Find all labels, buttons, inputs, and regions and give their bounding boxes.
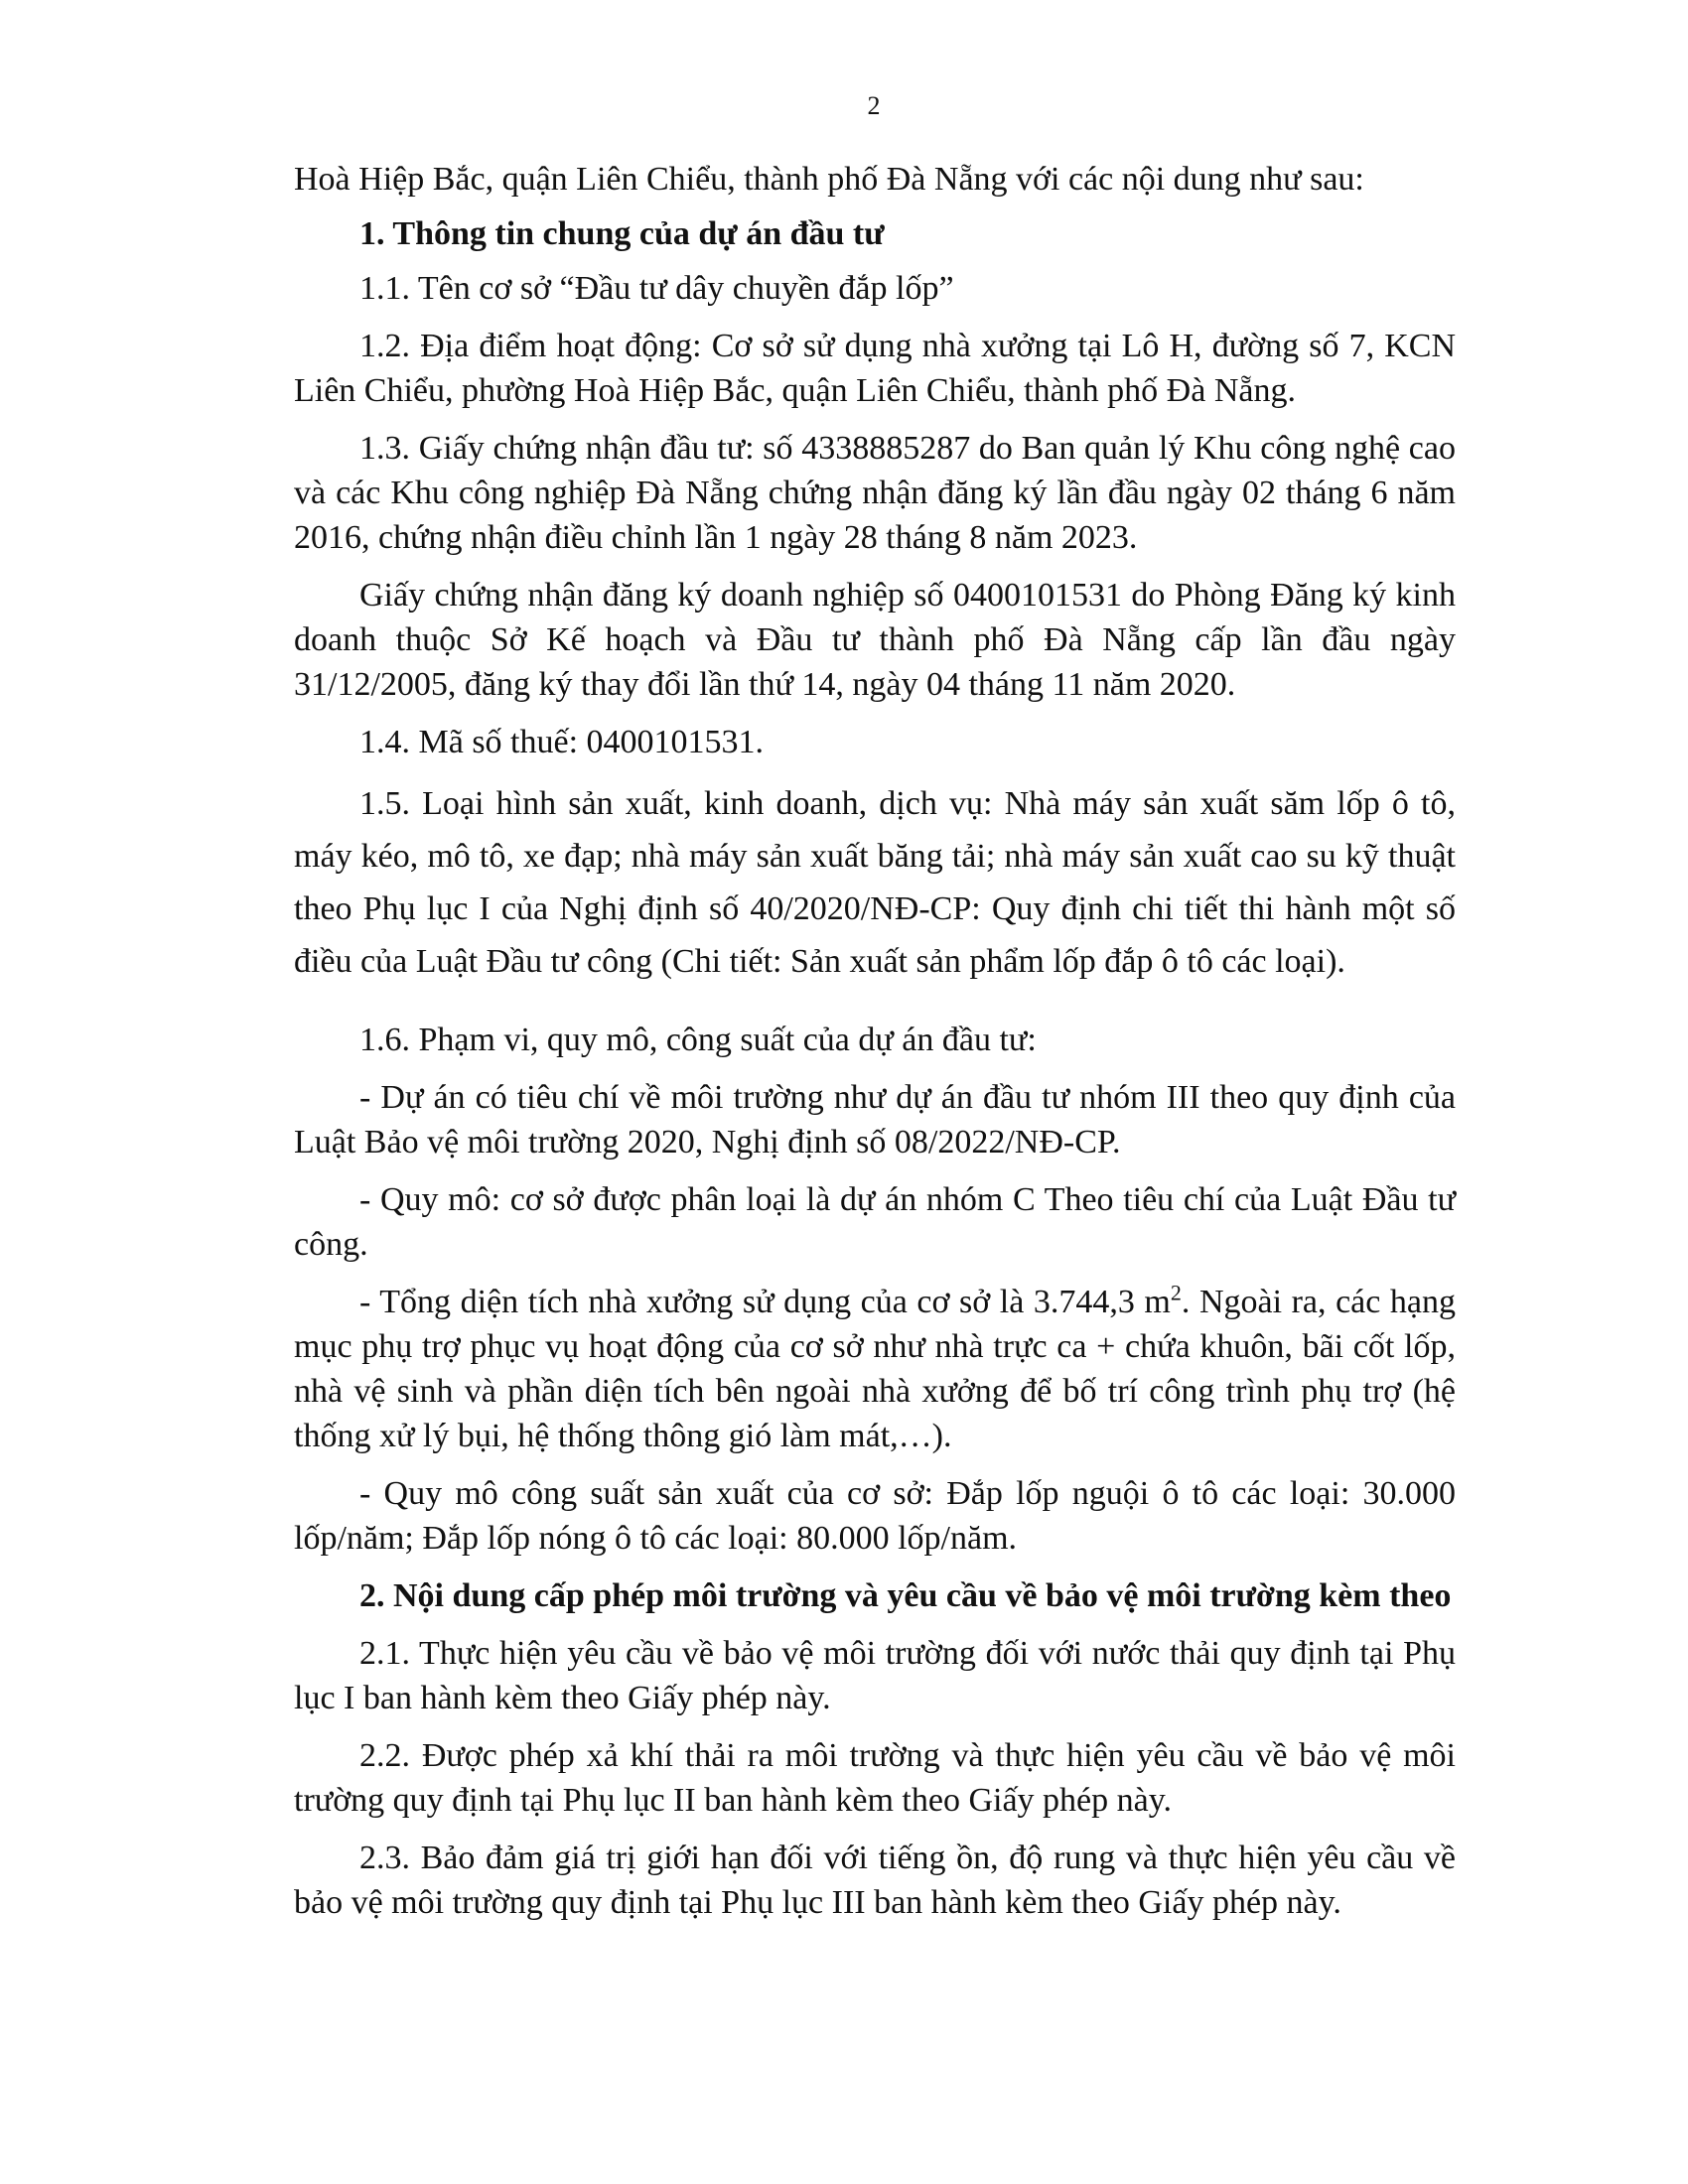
total-area-text-end: . Ngoài ra, các hạng mục phụ trợ phục vụ hoạt động của cơ sở như nhà trực ca + chứa khuôn, bãi cốt lốp, nhà vệ sinh và phần diện tích bên ngoài nhà xưởng để bố trí công trình phụ trợ (hệ thống xử lý bụi, hệ thống thông gió làm mát,…). <box>294 1284 1456 1454</box>
paragraph-1-5: 1.5. Loại hình sản xuất, kinh doanh, dịch vụ: Nhà máy sản xuất săm lốp ô tô, máy kéo, mô tô, xe đạp; nhà máy sản xuất băng tải; nhà máy sản xuất cao su kỹ thuật theo Phụ lục I của Nghị định số 40/2020/NĐ-CP: Quy định chi tiết thi hành một số điều của Luật Đầu tư công (Chi tiết: Sản xuất sản phẩm lốp đắp ô tô các loại). <box>294 785 1456 980</box>
paragraph-2-3: 2.3. Bảo đảm giá trị giới hạn đối với tiếng ồn, độ rung và thực hiện yêu cầu về bảo vệ môi trường quy định tại Phụ lục III ban hành kèm theo Giấy phép này. <box>294 1840 1456 1921</box>
paragraph-1-2: 1.2. Địa điểm hoạt động: Cơ sở sử dụng nhà xưởng tại Lô H, đường số 7, KCN Liên Chiểu, phường Hoà Hiệp Bắc, quận Liên Chiểu, thành phố Đà Nẵng. <box>294 328 1456 409</box>
document-body <box>294 157 1456 1938</box>
area-unit-superscript: 2 <box>1170 1280 1182 1305</box>
bullet-scale: - Quy mô: cơ sở được phân loại là dự án nhóm C Theo tiêu chí của Luật Đầu tư công. <box>294 1181 1456 1263</box>
paragraph-intro: Hoà Hiệp Bắc, quận Liên Chiểu, thành phố Đà Nẵng với các nội dung như sau: <box>294 161 1364 198</box>
heading-section-2: 2. Nội dung cấp phép môi trường và yêu cầu về bảo vệ môi trường kèm theo <box>359 1577 1452 1614</box>
paragraph-2-1: 2.1. Thực hiện yêu cầu về bảo vệ môi trường đối với nước thải quy định tại Phụ lục I ban hành kèm theo Giấy phép này. <box>294 1635 1456 1716</box>
page-number: 2 <box>867 91 881 120</box>
paragraph-1-4: 1.4. Mã số thuế: 0400101531. <box>359 724 765 760</box>
total-area-text-start: - Tổng diện tích nhà xưởng sử dụng của cơ sở là 3.744,3 m <box>359 1284 1171 1320</box>
heading-section-1: 1. Thông tin chung của dự án đầu tư <box>359 215 885 252</box>
paragraph-2-2: 2.2. Được phép xả khí thải ra môi trường và thực hiện yêu cầu về bảo vệ môi trường quy định tại Phụ lục II ban hành kèm theo Giấy phép này. <box>294 1737 1456 1819</box>
paragraph-1-6: 1.6. Phạm vi, quy mô, công suất của dự án đầu tư: <box>359 1022 1037 1058</box>
paragraph-1-3: 1.3. Giấy chứng nhận đầu tư: số 4338885287 do Ban quản lý Khu công nghệ cao và các Khu công nghiệp Đà Nẵng chứng nhận đăng ký lần đầu ngày 02 tháng 6 năm 2016, chứng nhận điều chỉnh lần 1 ngày 28 tháng 8 năm 2023. <box>294 430 1456 556</box>
paragraph-1-3-business-registration: Giấy chứng nhận đăng ký doanh nghiệp số 0400101531 do Phòng Đăng ký kinh doanh thuộc Sở Kế hoạch và Đầu tư thành phố Đà Nẵng cấp lần đầu ngày 31/12/2005, đăng ký thay đổi lần thứ 14, ngày 04 tháng 11 năm 2020. <box>294 577 1456 703</box>
bullet-production-capacity: - Quy mô công suất sản xuất của cơ sở: Đắp lốp nguội ô tô các loại: 30.000 lốp/năm; Đắp lốp nóng ô tô các loại: 80.000 lốp/năm. <box>294 1475 1456 1557</box>
paragraph-1-1: 1.1. Tên cơ sở “Đầu tư dây chuyền đắp lốp” <box>359 270 954 307</box>
bullet-environment-criteria: - Dự án có tiêu chí về môi trường như dự án đầu tư nhóm III theo quy định của Luật Bảo vệ môi trường 2020, Nghị định số 08/2022/NĐ-CP. <box>294 1079 1456 1160</box>
bullet-total-area <box>294 1280 1456 1458</box>
